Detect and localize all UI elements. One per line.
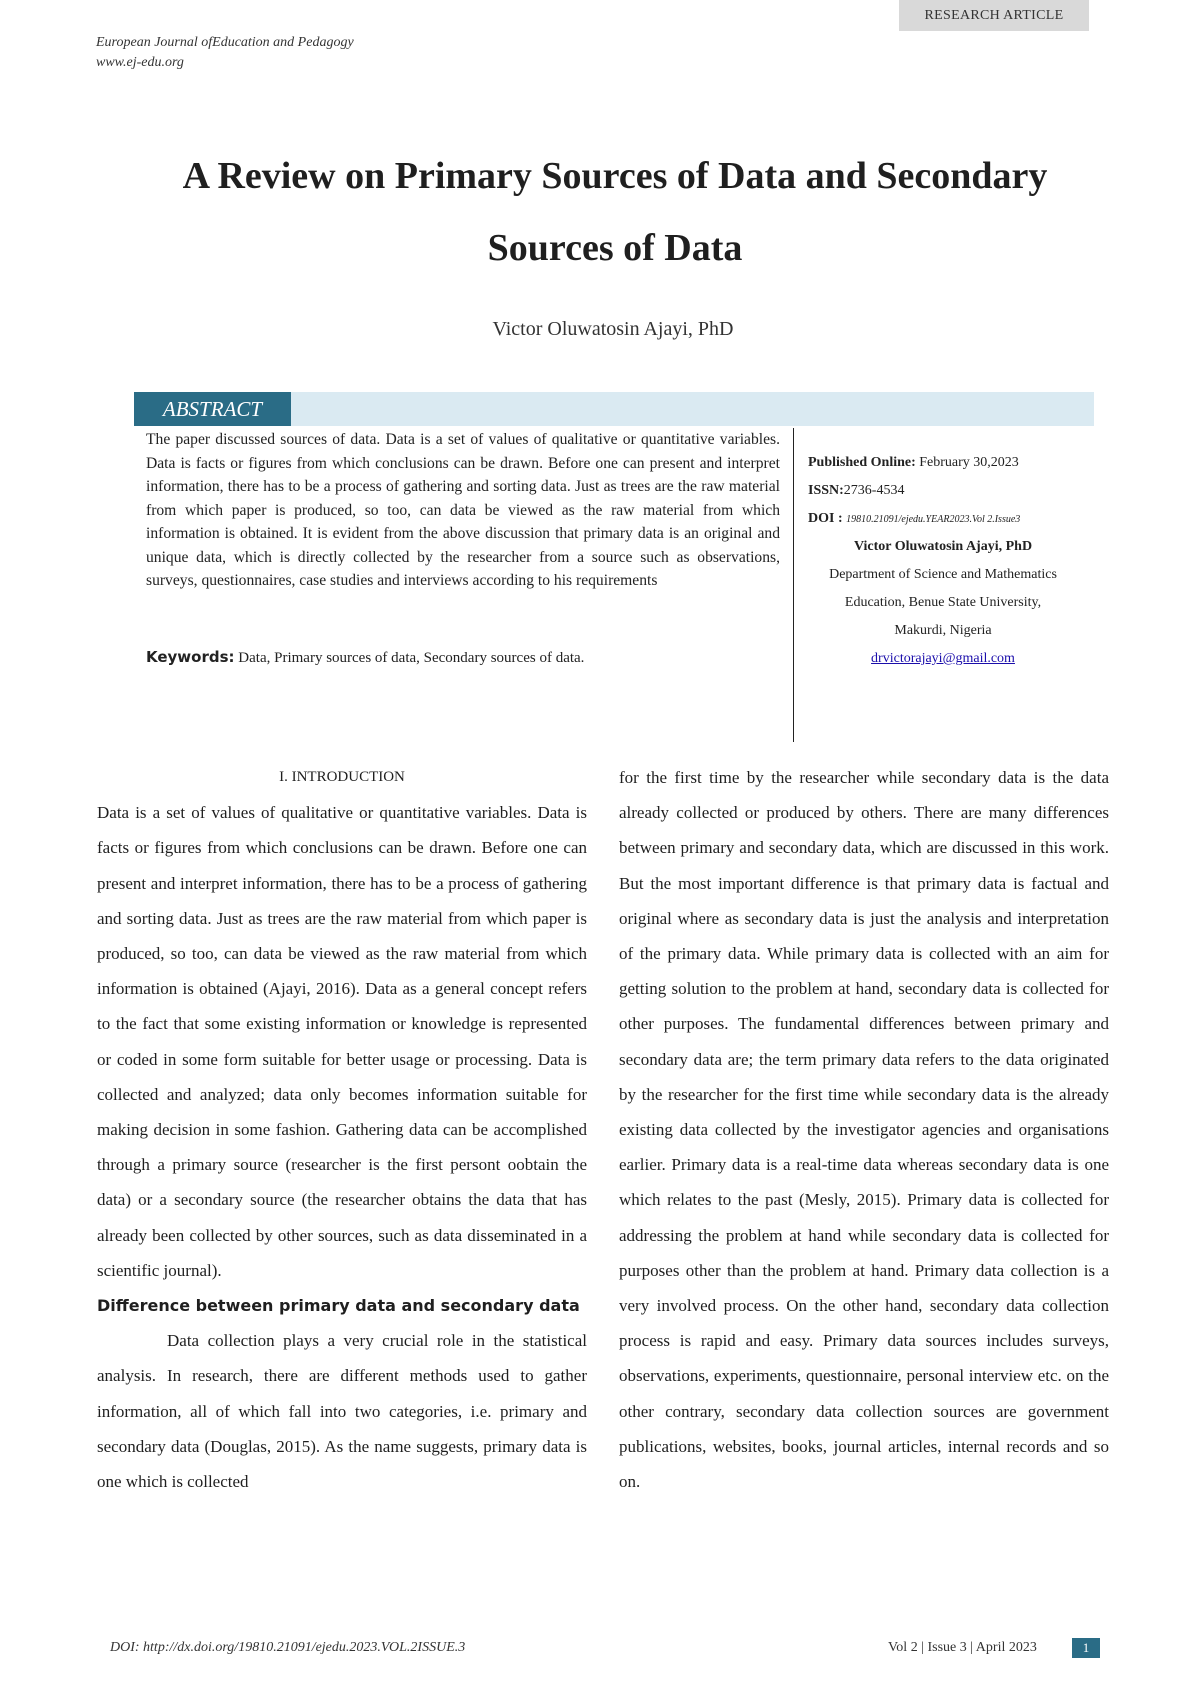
abstract-divider [793,428,794,742]
abstract-text: The paper discussed sources of data. Data is a set of values of qualitative or quantitative variables. Data is facts or figures from which conclusions can be drawn. Before one can present and interpret information, there has to be a process of gathering and sorting data. Just as trees are the raw material from which paper is produced, so too, can data be viewed as the raw material from which information is obtained. It is evident from the above discussion that primary data is an original and unique data, which is directly collected by the researcher from a source such as observations, surveys, questionnaires, case studies and interviews according to his requirements [146,431,780,589]
article-type-badge: RESEARCH ARTICLE [899,0,1089,31]
affiliation-1: Department of Science and Mathematics [829,567,1057,582]
issn-label: ISSN: [808,483,844,498]
keywords-value: Data, Primary sources of data, Secondary sources of data. [238,650,585,666]
right-column-text: for the first time by the researcher while secondary data is the data already collected or produced by others. There are many differences between primary and secondary data, which are discussed in this work. But the most important difference is that primary data is factual and original where as secondary data is just the analysis and interpretation of the primary data. While primary data is collected with an aim for getting solution to the problem at hand, secondary data is collected for other purposes. The fundamental differences between primary and secondary data are; the term primary data refers to the data originated by the researcher for the first time while secondary data is the already existing data collected by the investigator agencies and organisations earlier. Primary data is a real-time data whereas secondary data is one which relates to the past (Mesly, 2015). Primary data is collected for addressing the problem at hand while secondary data is collected for purposes other than the problem at hand. Primary data collection is a very involved process. On the other hand, secondary data collection process is rapid and easy. Primary data sources includes surveys, observations, experiments, questionnaire, personal interview etc. on the other contrary, secondary data collection sources are government publications, websites, books, journal articles, internal records and so on. [619,768,1109,1492]
article-info [808,455,1078,679]
footer-doi[interactable]: DOI: http://dx.doi.org/19810.21091/ejedu.2023.VOL.2ISSUE.3 [110,1640,466,1655]
journal-url[interactable]: www.ej-edu.org [96,55,184,70]
published-value: February 30,2023 [919,455,1019,470]
info-author: Victor Oluwatosin Ajayi, PhD [853,539,1033,554]
published-label: Published Online: [808,455,916,470]
journal-header [96,33,354,73]
doi-label: DOI : [808,511,843,526]
page-number: 1 [1072,1638,1100,1658]
author-line: Victor Oluwatosin Ajayi, PhD [492,318,734,340]
introduction-text: Data is a set of values of qualitative or quantitative variables. Data is facts or figures from which conclusions can be drawn. Before one can present and interpret information, there has to be a process of gathering and sorting data. Just as trees are the raw material from which paper is produced, so too, can data be viewed as the raw material from which information is obtained (Ajayi, 2016). Data as a general concept refers to the fact that some existing information or knowledge is represented or coded in some form suitable for better usage or processing. Data is collected and analyzed; data only becomes information suitable for making decision in some fashion. Gathering data can be accomplished through a primary source (researcher is the first persont oobtain the data) or a secondary source (the researcher obtains the data that has already been collected by other sources, such as data disseminated in a scientific journal). [97,803,587,1280]
footer-volume: Vol 2 | Issue 3 | April 2023 [888,1640,1037,1655]
body-column-left [97,760,587,1499]
introduction-heading: I. INTRODUCTION [279,769,405,785]
keywords-label: Keywords: [146,648,235,666]
title-line-1: A Review on Primary Sources of Data and Secondary [182,155,1048,197]
keywords [146,648,584,667]
journal-name: European Journal ofEducation and Pedagogy [96,35,354,50]
affiliation-3: Makurdi, Nigeria [894,623,992,638]
body-column-right [619,760,1109,1499]
doi-value: 19810.21091/ejedu.YEAR2023.Vol 2.Issue3 [846,514,1021,525]
issn-value: 2736-4534 [843,483,905,498]
title-line-2: Sources of Data [487,227,743,269]
difference-heading: Difference between primary data and secondary data [97,1296,580,1316]
difference-text: Data collection plays a very crucial role in the statistical analysis. In research, there are different methods used to gather information, all of which fall into two categories, i.e. primary and secondary data (Douglas, 2015). As the name suggests, primary data is one which is collected [97,1331,587,1492]
abstract-label: ABSTRACT [134,392,291,426]
affiliation-2: Education, Benue State University, [844,595,1042,610]
paper-title [100,140,1130,284]
author-email-link[interactable]: drvictorajayi@gmail.com [871,651,1015,666]
